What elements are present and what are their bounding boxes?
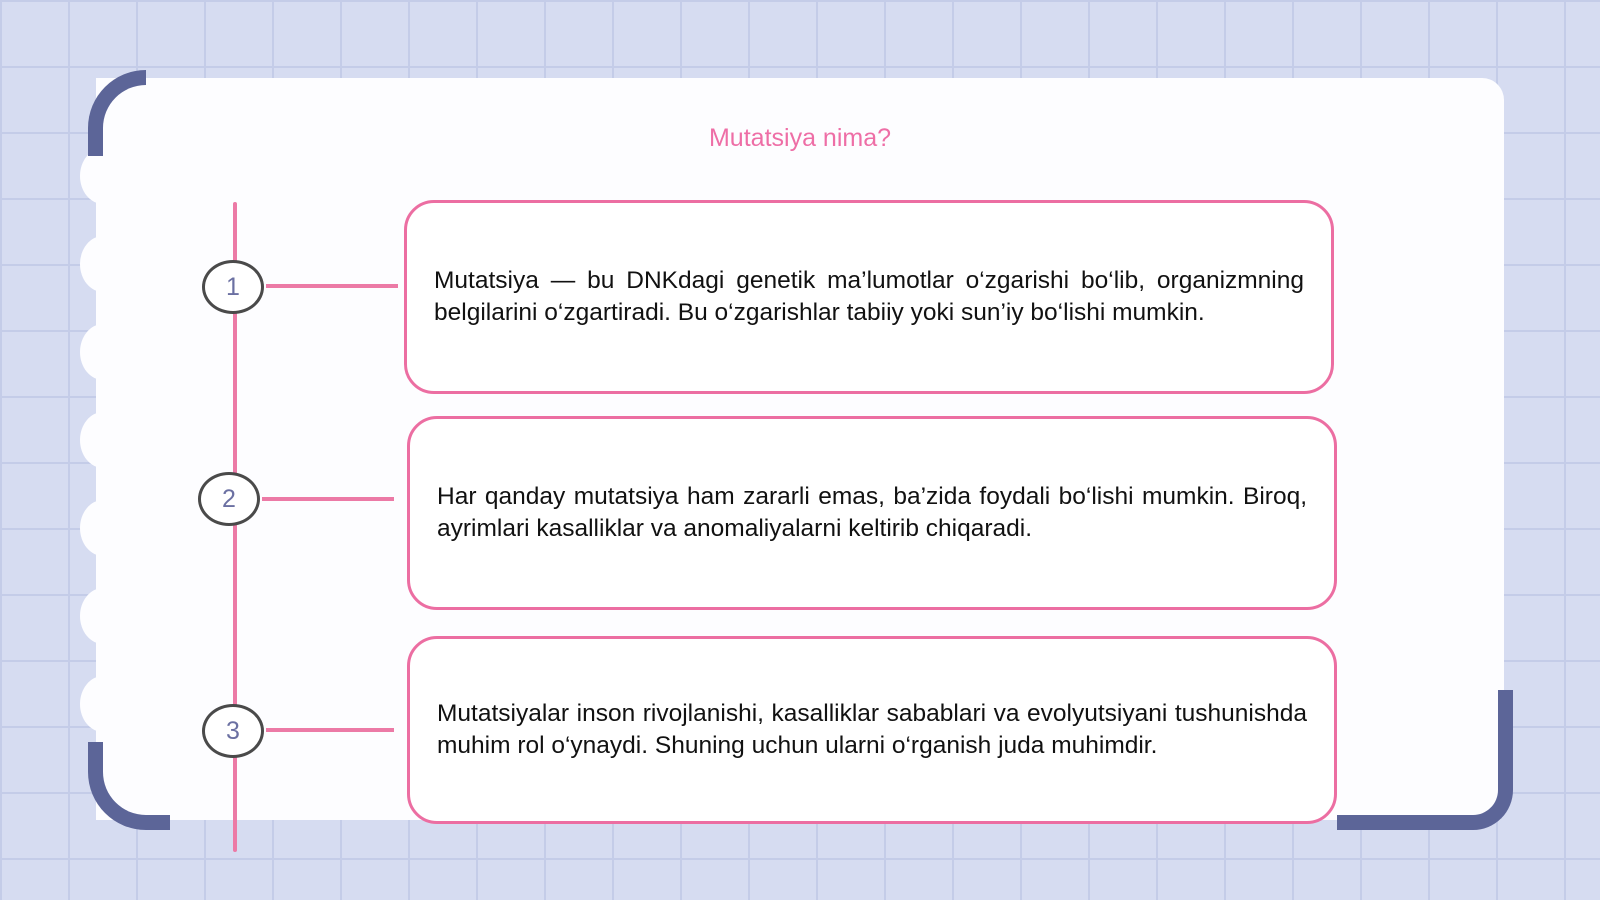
notebook-tab	[80, 412, 126, 468]
timeline-connector	[262, 497, 394, 501]
notebook-tab	[80, 324, 126, 380]
step-number: 2	[222, 484, 236, 513]
step-text: Har qanday mutatsiya ham zararli emas, ba’zida foydali bo‘lishi mumkin. Biroq, ayrimlari kasalliklar va anomaliyalarni keltirib chiqaradi.	[437, 483, 1307, 542]
notebook-tab	[80, 148, 126, 204]
slide-title: Mutatsiya nima?	[708, 124, 892, 152]
timeline-connector	[266, 284, 398, 288]
step-number-circle	[198, 472, 260, 526]
timeline-connector	[266, 728, 394, 732]
step-card	[407, 416, 1337, 610]
step-number-circle	[202, 704, 264, 758]
notebook-tab	[80, 500, 126, 556]
notebook-tab	[80, 588, 126, 644]
step-card	[404, 200, 1334, 394]
step-number-circle	[202, 260, 264, 314]
notebook-tab	[80, 236, 126, 292]
step-card	[407, 636, 1337, 824]
notebook-tab	[80, 676, 126, 732]
step-text: Mutatsiya — bu DNKdagi genetik ma’lumotlar o‘zgarishi bo‘lib, organizmning belgilarini o‘zgartiradi. Bu o‘zgarishlar tabiiy yoki sun’iy bo‘lishi mumkin.	[434, 267, 1304, 326]
step-number: 1	[226, 272, 240, 301]
frame-corner-bottom-right	[1337, 690, 1513, 830]
step-number: 3	[226, 716, 240, 745]
step-text: Mutatsiyalar inson rivojlanishi, kasalliklar sabablari va evolyutsiyani tushunishda muhim rol o‘ynaydi. Shuning uchun ularni o‘rganish juda muhimdir.	[437, 700, 1307, 759]
